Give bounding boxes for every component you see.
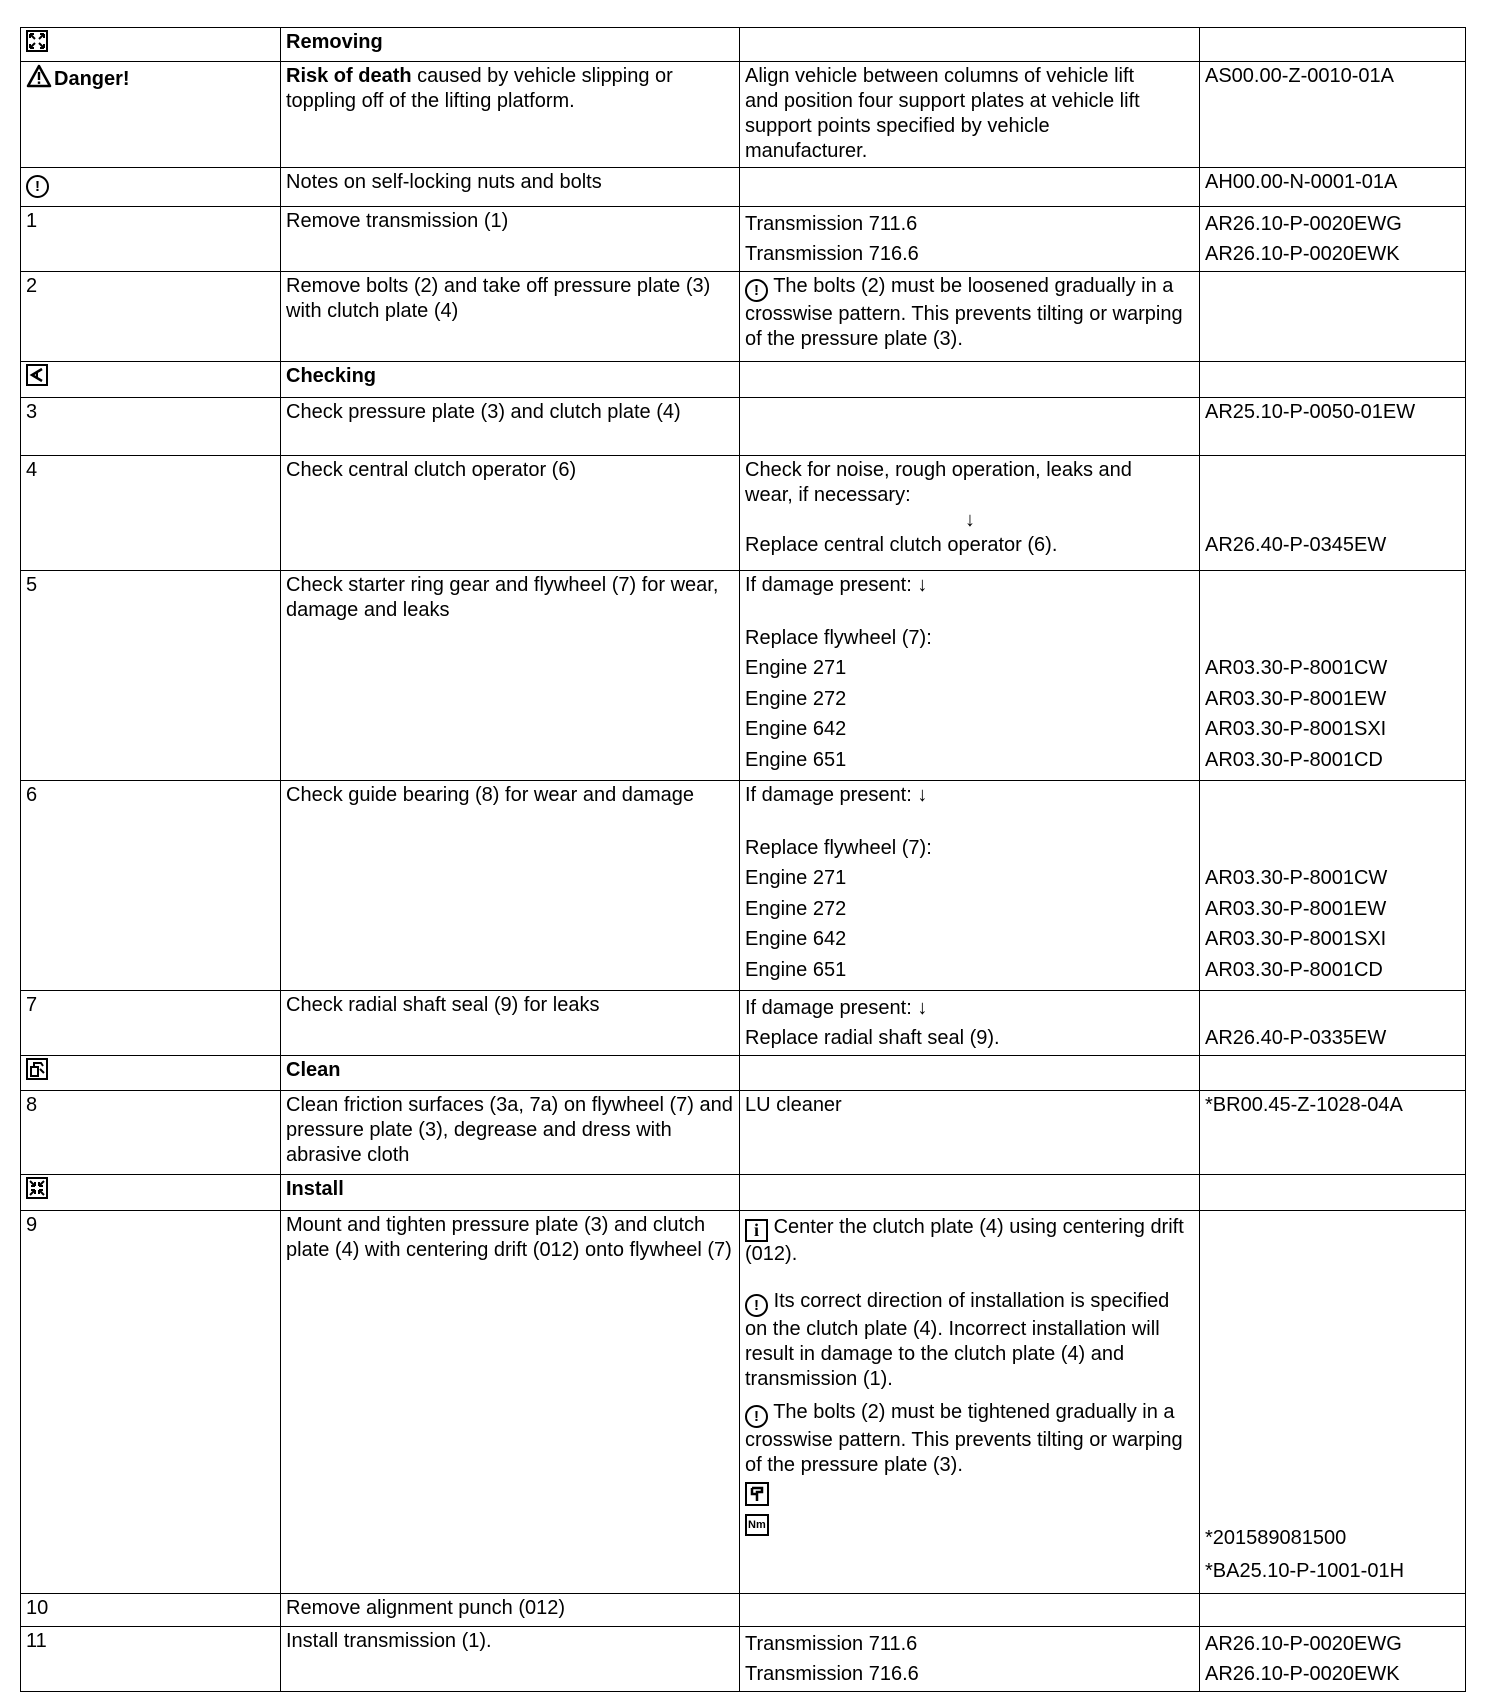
procedure-table [20, 27, 1466, 1692]
step-text: Remove alignment punch (012) [286, 1597, 566, 1619]
step-note: The bolts (2) must be loosened gradually in a crosswise pattern. This prevents tilting or warping of the pressure plate (3). [745, 275, 1183, 350]
warning-triangle-icon [26, 64, 52, 95]
step-row-11: 11 Install transmission (1). Transmission 711.6 Transmission 716.6 AR26.10-P-0020EWG AR26.10-P-0020EWK [21, 1627, 1466, 1692]
step-row-1: 1 Remove transmission (1) Transmission 711.6 Transmission 716.6 AR26.10-P-0020EWG AR26.10-P-0020EWK [21, 207, 1466, 272]
danger-row [21, 62, 1466, 168]
step-text: Clean friction surfaces (3a, 7a) on flywheel (7) and pressure plate (3), degrease and dress with abrasive cloth [286, 1094, 733, 1166]
notes-row [21, 168, 1466, 207]
torque-ref: *BA25.10-P-1001-01H [1205, 1560, 1405, 1582]
step-row-5: 5 Check starter ring gear and flywheel (7) for wear, damage and leaks If damage present: ↓ Replace flywheel (7): Engine 271 Engine 272 Engine 642 Engine 651 AR03.30-P-8001CW AR03.30-P-8001EW AR03.30-P-8001SXI AR03.30-P-8001CD [21, 571, 1466, 781]
step-note: LU cleaner [745, 1094, 842, 1116]
remove-icon [26, 30, 48, 59]
step-row-9: 9 Mount and tighten pressure plate (3) and clutch plate (4) with centering drift (012) onto flywheel (7) i Center the clutch plate (4) using centering drift (012). ! Its correct direction of installation is specified on the clutch plate (4). Incorrect installation will result in damage to the clutch plate (4) and transmission (1). ! The bolts (2) must be tightened gradually in a crosswise pattern. This prevents tilting or warping of the pressure plate (3). Nm *201589081500 *BA25.10-P-1001-01H [21, 1211, 1466, 1594]
step-text: Remove bolts (2) and take off pressure plate (3) with clutch plate (4) [286, 275, 711, 322]
step-text: Install transmission (1). [286, 1630, 492, 1652]
notes-text: Notes on self-locking nuts and bolts [286, 171, 602, 193]
caution-circle-icon: ! [745, 279, 768, 302]
notes-ref: AH00.00-N-0001-01A [1205, 171, 1398, 193]
step-row-4: 4 Check central clutch operator (6) Check for noise, rough operation, leaks and wear, if necessary: ↓ Replace central clutch operator (6). AR26.40-P-0345EW [21, 456, 1466, 571]
caution-note-2: The bolts (2) must be tightened gradually in a crosswise pattern. This prevents tilting or warping of the pressure plate (3). [745, 1401, 1183, 1476]
step-row-3: 3 Check pressure plate (3) and clutch plate (4) AR25.10-P-0050-01EW [21, 398, 1466, 456]
step-ref: *BR00.45-Z-1028-04A [1205, 1094, 1403, 1116]
step-text: Mount and tighten pressure plate (3) and clutch plate (4) with centering drift (012) onto flywheel (7) [286, 1214, 732, 1261]
step-text: Check radial shaft seal (9) for leaks [286, 994, 600, 1016]
section-title-checking: Checking [286, 365, 377, 387]
danger-risk-bold: Risk of death [286, 65, 412, 87]
step-ref: AR25.10-P-0050-01EW [1205, 401, 1416, 423]
step-text: Remove transmission (1) [286, 210, 509, 232]
clean-icon [26, 1058, 48, 1087]
down-arrow-icon: ↓ [965, 509, 975, 531]
caution-circle-icon: ! [26, 175, 49, 198]
step-row-8: 8 Clean friction surfaces (3a, 7a) on flywheel (7) and pressure plate (3), degrease and dress with abrasive cloth LU cleaner *BR00.45-Z-1028-04A [21, 1091, 1466, 1175]
danger-label: Danger! [54, 68, 130, 90]
section-row-removing [21, 28, 1466, 62]
section-row-install [21, 1175, 1466, 1211]
step-text: Check central clutch operator (6) [286, 459, 577, 481]
info-icon: i [745, 1219, 768, 1242]
torque-icon: Nm [745, 1514, 769, 1536]
tool-ref: *201589081500 [1205, 1527, 1347, 1549]
section-row-clean [21, 1056, 1466, 1091]
section-row-checking [21, 362, 1466, 398]
caution-circle-icon: ! [745, 1294, 768, 1317]
danger-ref: AS00.00-Z-0010-01A [1205, 65, 1395, 87]
step-text: Check pressure plate (3) and clutch plate (4) [286, 401, 681, 423]
special-tool-icon [745, 1482, 769, 1513]
danger-risk-text: caused by vehicle slipping or toppling off of the lifting platform. [286, 65, 673, 112]
danger-note: Align vehicle between columns of vehicle lift and position four support plates at vehicle lift support points specified by vehicle manufacturer. [740, 62, 1200, 168]
check-icon [26, 364, 48, 393]
section-title-clean: Clean [286, 1059, 341, 1081]
step-row-2: 2 Remove bolts (2) and take off pressure plate (3) with clutch plate (4) ! The bolts (2) must be loosened gradually in a crosswise pattern. This prevents tilting or warping of the pressure plate (3). [21, 272, 1466, 362]
step-text: Check starter ring gear and flywheel (7) for wear, damage and leaks [286, 574, 719, 621]
step-row-10: 10 Remove alignment punch (012) [21, 1594, 1466, 1627]
step-row-7: 7 Check radial shaft seal (9) for leaks If damage present: ↓ Replace radial shaft seal (9). AR26.40-P-0335EW [21, 991, 1466, 1056]
step-text: Check guide bearing (8) for wear and damage [286, 784, 695, 806]
section-title-install: Install [286, 1178, 344, 1200]
info-note: Center the clutch plate (4) using centering drift (012). [745, 1216, 1184, 1265]
caution-circle-icon: ! [745, 1405, 768, 1428]
section-title-removing: Removing [286, 31, 383, 53]
install-icon [26, 1177, 48, 1206]
caution-note-1: Its correct direction of installation is specified on the clutch plate (4). Incorrect installation will result in damage to the clutch plate (4) and transmission (1). [745, 1290, 1170, 1390]
step-row-6: 6 Check guide bearing (8) for wear and damage If damage present: ↓ Replace flywheel (7): Engine 271 Engine 272 Engine 642 Engine 651 AR03.30-P-8001CW AR03.30-P-8001EW AR03.30-P-8001SXI AR03.30-P-8001CD [21, 781, 1466, 991]
